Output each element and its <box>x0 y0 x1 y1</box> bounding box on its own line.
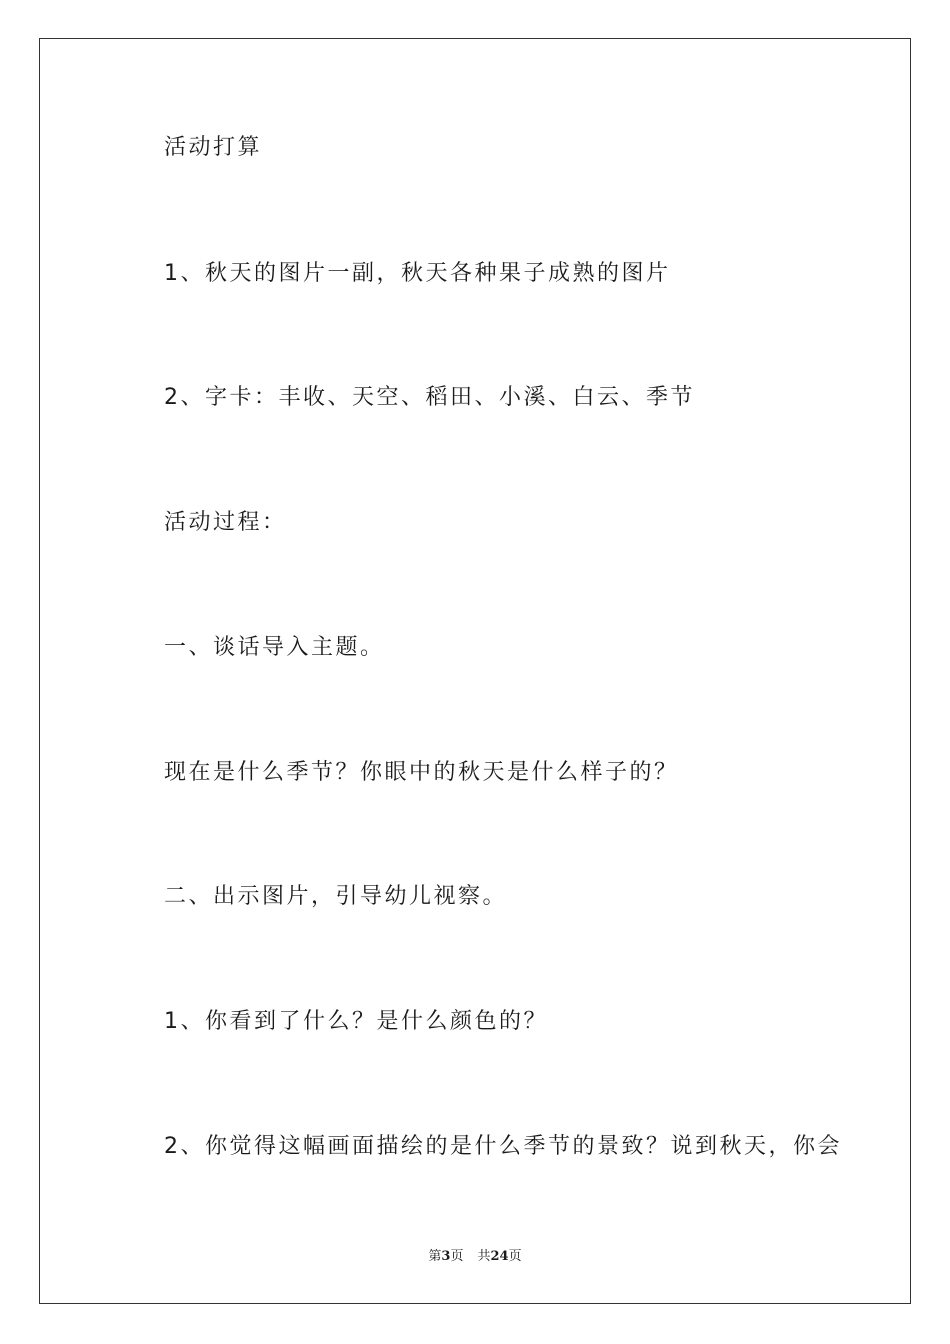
footer-page-prefix: 第 <box>428 1249 442 1264</box>
page-border <box>39 38 911 1304</box>
footer-page-number: 3 <box>441 1249 451 1264</box>
footer-total-suffix: 页 <box>508 1249 522 1264</box>
paragraph-step-one: 一、谈话导入主题。 <box>164 635 385 660</box>
page-footer <box>0 1248 950 1266</box>
paragraph-materials-2: 2、字卡：丰收、天空、稻田、小溪、白云、季节 <box>164 385 695 410</box>
footer-total-pages: 24 <box>490 1249 509 1264</box>
paragraph-materials-1: 1、秋天的图片一副，秋天各种果子成熟的图片 <box>164 261 671 286</box>
paragraph-question-2: 2、你觉得这幅画面描绘的是什么季节的景致？说到秋天，你会 <box>164 1134 842 1159</box>
footer-page-suffix: 页 <box>450 1249 464 1264</box>
paragraph-step-two: 二、出示图片，引导幼儿视察。 <box>164 884 508 909</box>
paragraph-question-1: 1、你看到了什么？是什么颜色的？ <box>164 1009 548 1034</box>
paragraph-question-season: 现在是什么季节？你眼中的秋天是什么样子的？ <box>164 760 679 785</box>
section-heading-preparation: 活动打算 <box>164 135 263 160</box>
section-heading-process: 活动过程： <box>164 510 287 535</box>
footer-total-prefix: 共 <box>477 1249 491 1264</box>
